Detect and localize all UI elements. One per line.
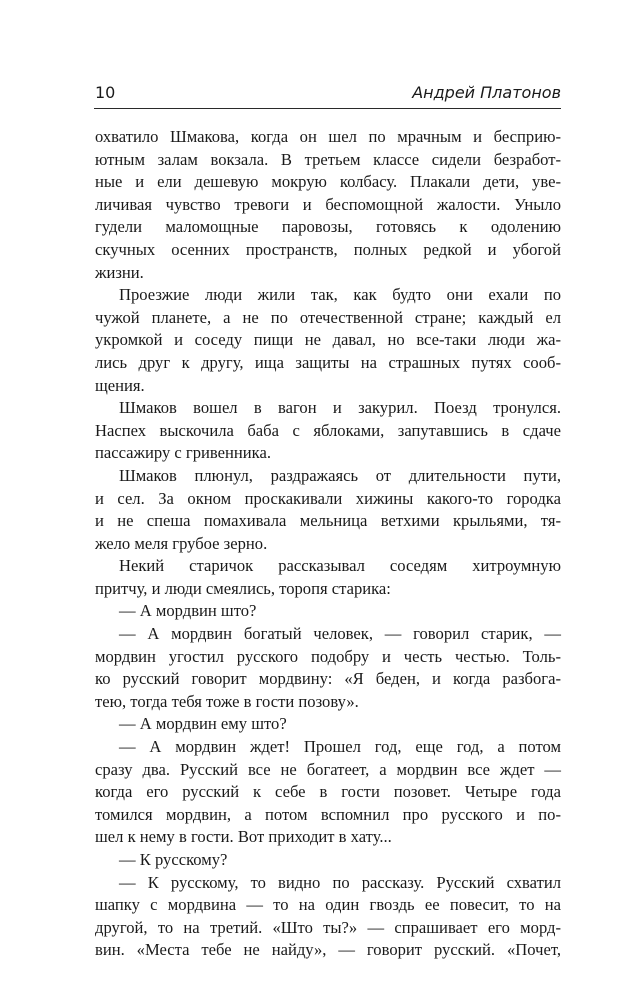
text-line: — К русскому? — [119, 850, 228, 869]
text-line: шапку с мордвина — то на один гвоздь ее повесит, то на — [95, 895, 561, 915]
text-line: другой, то на третий. «Што ты?» — спрашивает его морд- — [95, 917, 561, 937]
text-line: ютным залам вокзала. В третьем классе сидели безработ- — [95, 149, 561, 169]
body-text — [95, 126, 561, 962]
text-line: пассажиру с гривенника. — [95, 443, 271, 463]
text-line: — А мордвин ждет! Прошел год, еще год, а потом — [119, 737, 561, 757]
page-header — [94, 82, 561, 109]
text-line: притчу, и люди смеялись, торопя старика: — [95, 578, 391, 598]
text-line: Шмаков вошел в вагон и закурил. Поезд тронулся. — [119, 398, 561, 418]
text-line: — А мордвин ему што? — [119, 714, 287, 734]
text-line: жизни. — [95, 262, 144, 282]
text-line: охватило Шмакова, когда он шел по мрачным и бесприю- — [95, 127, 561, 146]
text-line: — А мордвин богатый человек, — говорил старик, — — [119, 624, 561, 644]
page-number: 10 — [95, 83, 116, 102]
text-line: и не спеша помахивала мельница ветхими крыльями, тя- — [95, 511, 561, 531]
text-line: томился мордвин, а потом вспомнил про русского и по- — [95, 804, 561, 824]
text-line: лись друг к другу, ища защиты на страшных путях сооб- — [95, 352, 561, 372]
text-line: Проезжие люди жили так, как будто они ехали по — [119, 285, 561, 305]
text-line: шел к нему в гости. Вот приходит в хату... — [95, 827, 392, 847]
text-line: мордвин угостил русского подобру и честь честью. Толь- — [95, 646, 561, 666]
text-line: ные и ели дешевую мокрую колбасу. Плакали дети, уве- — [95, 172, 561, 192]
text-line: Наспех выскочила баба с яблоками, запутавшись в сдаче — [95, 420, 561, 440]
text-line: вин. «Места тебе не найду», — говорит русский. «Почет, — [95, 940, 561, 960]
text-line: щения. — [95, 375, 145, 395]
text-line: сразу два. Русский все не богатеет, а мордвин все ждет — — [95, 759, 561, 779]
text-line: когда его русский к себе в гости позовет. Четыре года — [95, 782, 561, 802]
text-line: и сел. За окном проскакивали хижины какого-то городка — [95, 488, 561, 508]
text-line: — К русскому, то видно по рассказу. Русский схватил — [119, 872, 561, 892]
text-line: жело меля грубое зерно. — [95, 533, 268, 553]
text-line: личивая чувство тревоги и беспомощной жалости. Уныло — [95, 194, 561, 214]
text-line: чужой планете, а не по отечественной стране; каждый ел — [95, 307, 561, 327]
text-line: — А мордвин што? — [119, 601, 257, 621]
text-line: укромкой и соседу пищи не давал, но все-таки люди жа- — [95, 330, 561, 350]
text-line: Некий старичок рассказывал соседям хитроумную — [119, 556, 561, 576]
text-line: скучных осенних пространств, полных редкой и убогой — [95, 239, 561, 259]
text-line: тею, тогда тебя тоже в гости позову». — [95, 691, 359, 711]
text-line: гудели маломощные паровозы, готовясь к одолению — [95, 217, 561, 237]
text-line: Шмаков плюнул, раздражаясь от длительности пути, — [119, 465, 561, 485]
running-head-author: Андрей Платонов — [412, 83, 561, 102]
text-line: ко русский говорит мордвину: «Я беден, и когда разбога- — [95, 669, 561, 689]
